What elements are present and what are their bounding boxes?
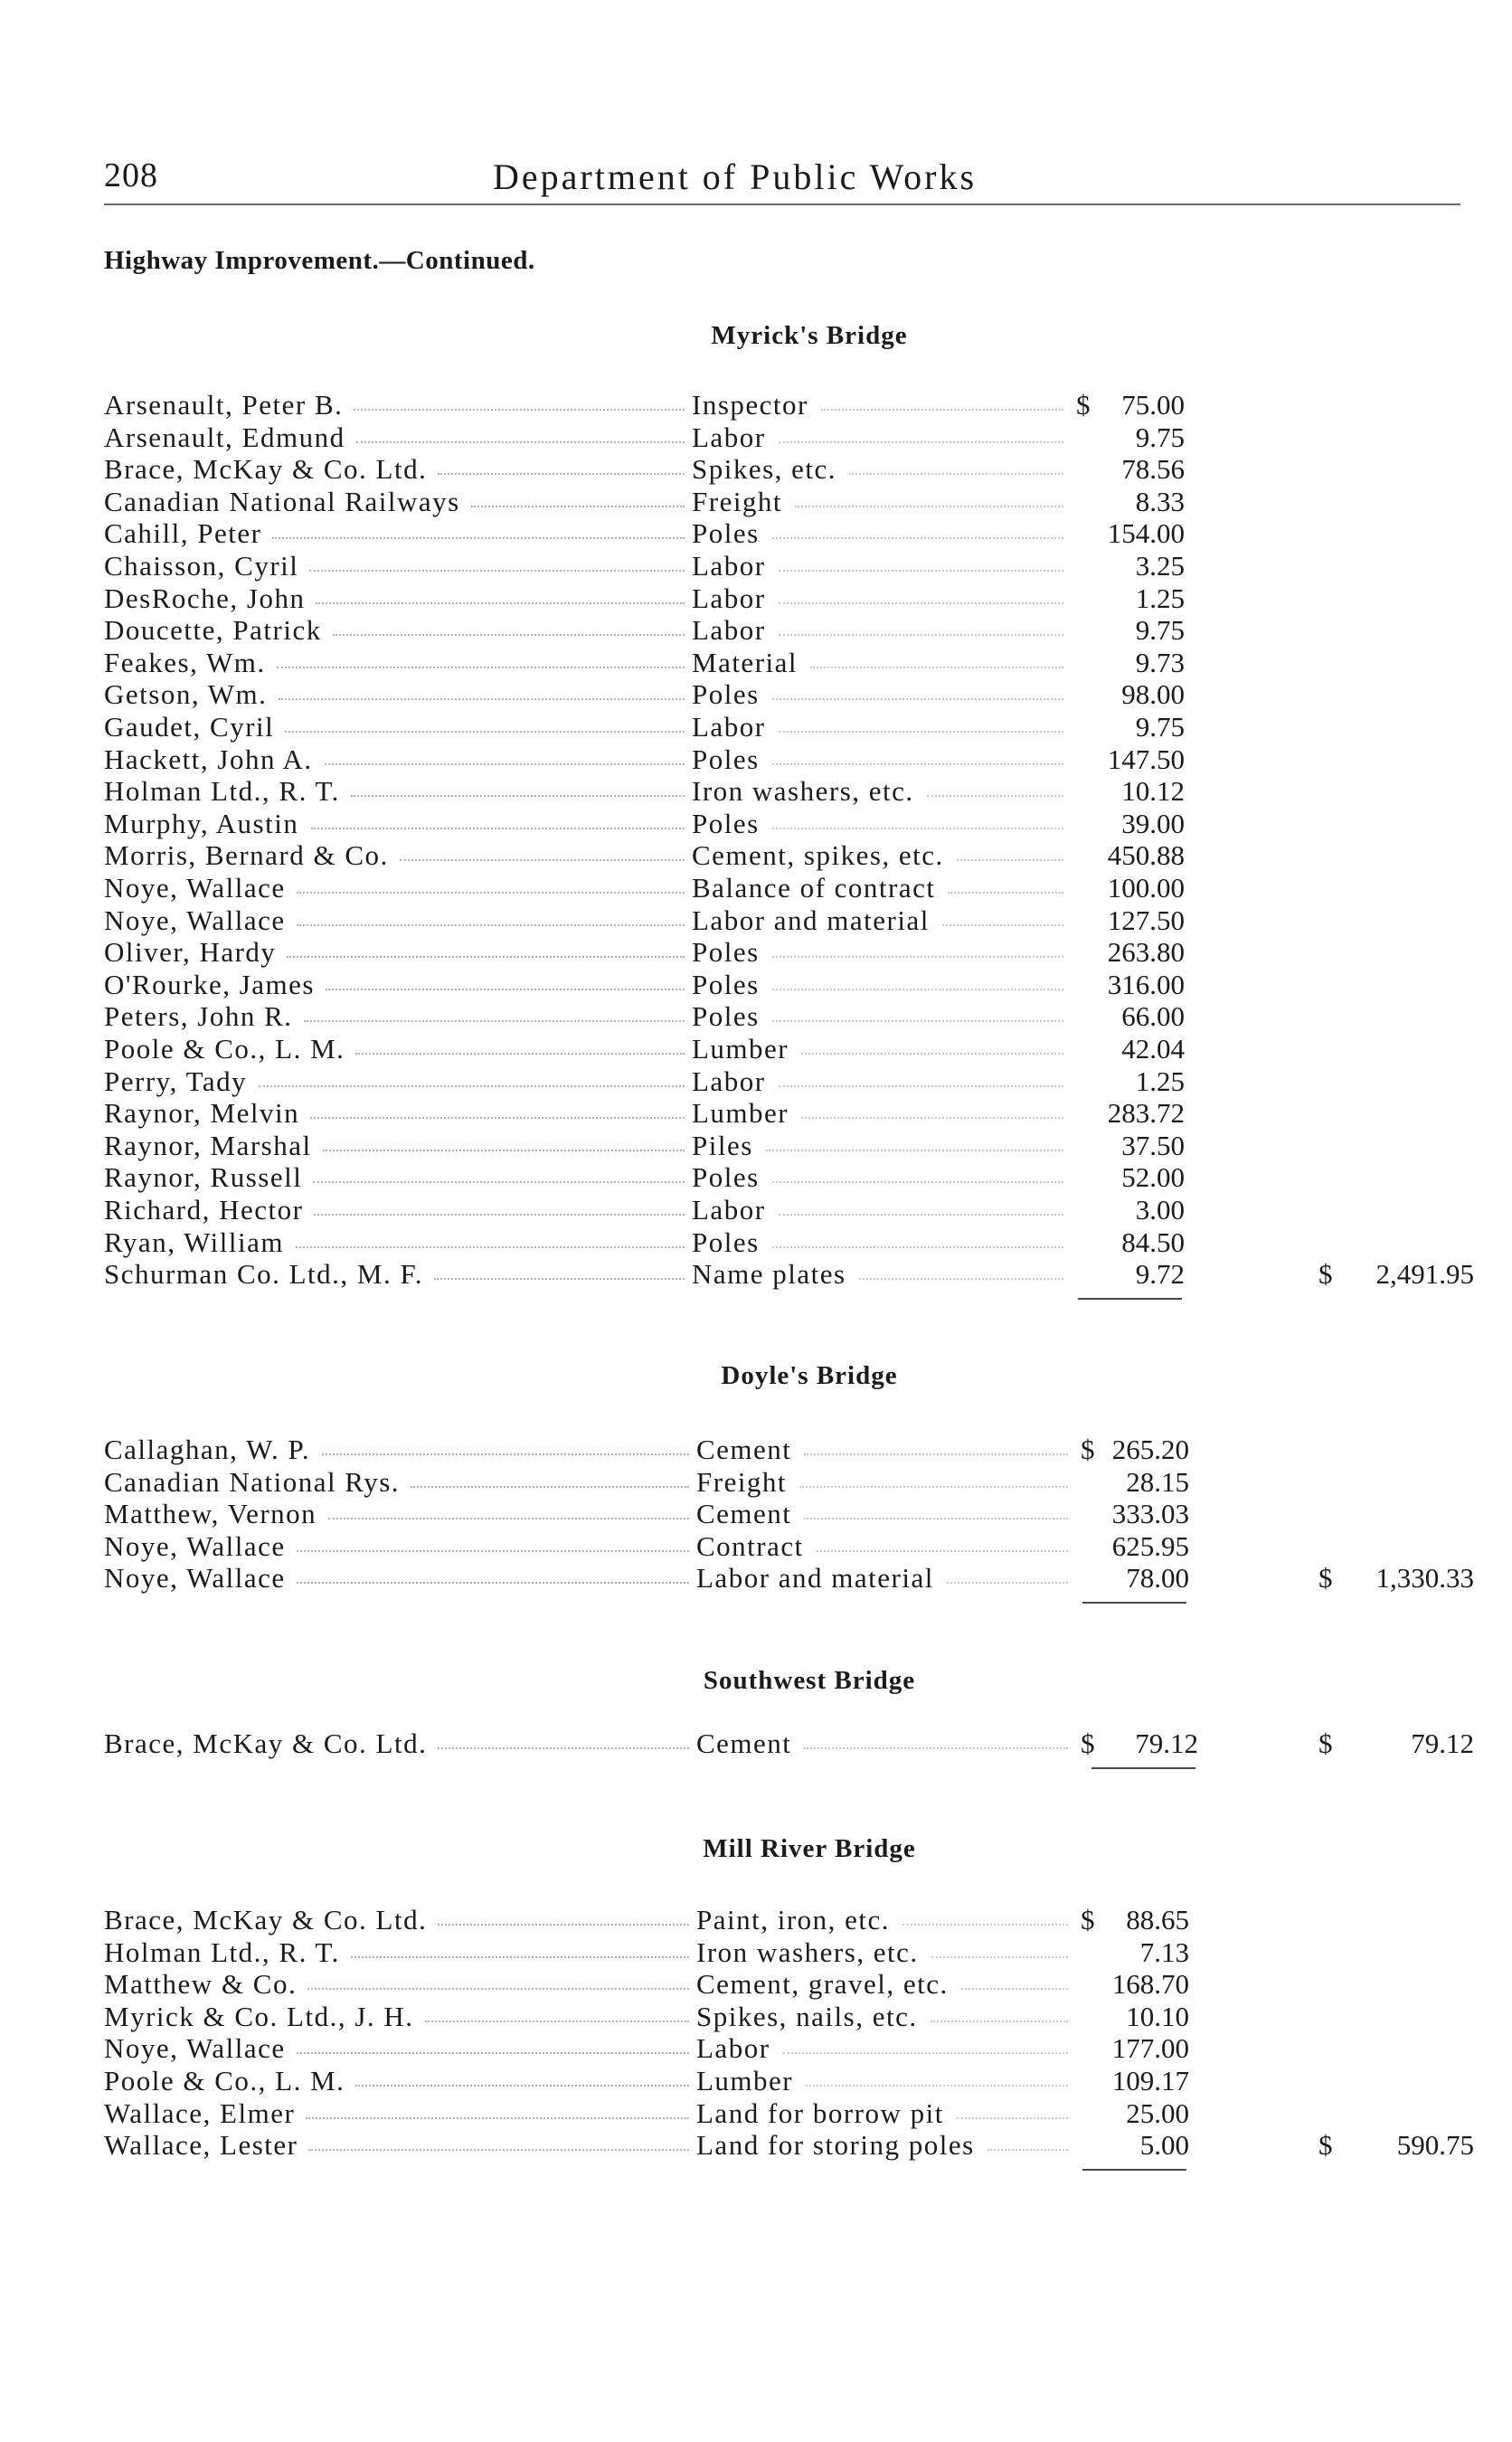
leader-dots (310, 1117, 685, 1119)
amount: 10.12 (1121, 775, 1185, 808)
payee-name: Peters, John R. (104, 1000, 293, 1033)
leader-dots (772, 1020, 1063, 1022)
leader-dots (772, 956, 1063, 958)
leader-dots (947, 1582, 1068, 1584)
ledger-row (104, 969, 1479, 1001)
ledger-row (104, 550, 1479, 582)
payee-name: Noye, Wallace (104, 2032, 286, 2065)
amount: 1.25 (1135, 1065, 1185, 1097)
section-total: 79.12 (1411, 1727, 1474, 1759)
amount: 28.15 (1126, 1465, 1189, 1498)
amount: 78.00 (1126, 1562, 1189, 1594)
total-dollar-sign: $ (1318, 2129, 1333, 2162)
payee-name: Richard, Hector (104, 1194, 304, 1226)
leader-dots (296, 1246, 685, 1248)
item-description: Poles (692, 743, 760, 775)
ledger-row (104, 1130, 1479, 1162)
leader-dots (316, 602, 685, 604)
payee-name: Feakes, Wm. (104, 646, 266, 678)
amount: 8.33 (1135, 485, 1185, 517)
ledger-row (104, 1258, 1479, 1291)
payee-name: Poole & Co., L. M. (104, 2065, 345, 2097)
amount: 127.50 (1107, 904, 1185, 936)
amount: 168.70 (1111, 1968, 1189, 2001)
item-description: Cement, spikes, etc. (692, 839, 944, 872)
payee-name: Chaisson, Cyril (104, 550, 299, 582)
item-description: Freight (692, 485, 783, 517)
ledger-row (104, 872, 1479, 904)
leader-dots (411, 1486, 689, 1488)
item-description: Labor (692, 614, 766, 647)
leader-dots (957, 2117, 1068, 2119)
ledger-row (104, 2097, 1479, 2130)
payee-name: Oliver, Hardy (104, 936, 277, 969)
section-total: 1,330.33 (1375, 1562, 1474, 1594)
payee-name: Noye, Wallace (104, 872, 286, 904)
item-description: Land for storing poles (696, 2129, 975, 2162)
payee-name: Wallace, Elmer (104, 2097, 296, 2129)
item-description: Inspector (692, 389, 808, 421)
leader-dots (772, 989, 1063, 990)
leader-dots (351, 1956, 689, 1958)
leader-dots (356, 441, 685, 443)
leader-dots (304, 1020, 685, 1022)
leader-dots (795, 506, 1063, 507)
leader-dots (425, 2021, 689, 2022)
dollar-sign: $ (1076, 389, 1091, 421)
leader-dots (277, 667, 685, 668)
ledger-row (104, 711, 1479, 743)
item-description: Poles (692, 1161, 760, 1194)
leader-dots (766, 1150, 1063, 1151)
leader-dots (355, 1053, 685, 1055)
ledger-row (104, 582, 1479, 615)
ledger-row (104, 2065, 1479, 2097)
payee-name: Callaghan, W. P. (104, 1434, 311, 1465)
leader-dots (297, 1550, 689, 1552)
ledger-row (104, 1727, 1479, 1760)
leader-dots (772, 828, 1063, 829)
leader-dots (859, 1278, 1063, 1280)
amount: 52.00 (1121, 1161, 1185, 1194)
leader-dots (313, 1181, 685, 1183)
payee-name: Doucette, Patrick (104, 614, 322, 647)
section-total: 590.75 (1396, 2129, 1474, 2162)
leader-dots (314, 1214, 685, 1216)
item-description: Poles (692, 968, 760, 1000)
leader-dots (333, 634, 685, 636)
leader-dots (325, 763, 685, 765)
leader-dots (821, 409, 1063, 411)
item-description: Labor (692, 1194, 766, 1226)
amount: 1.25 (1135, 582, 1185, 614)
amount: 9.75 (1135, 614, 1185, 647)
leader-dots (297, 2052, 689, 2054)
ledger-row (104, 1065, 1479, 1098)
leader-dots (272, 537, 685, 539)
ledger-row (104, 678, 1479, 711)
leader-dots (772, 698, 1063, 700)
sum-rule (1082, 1602, 1186, 1604)
sum-rule (1082, 2169, 1186, 2171)
leader-dots (307, 1988, 689, 1990)
item-description: Labor (692, 1065, 766, 1097)
page-number: 208 (104, 156, 158, 194)
leader-dots (779, 731, 1063, 733)
dollar-sign: $ (1081, 1727, 1095, 1759)
leader-dots (779, 602, 1063, 604)
ledger-row (104, 936, 1479, 969)
ledger-row (104, 1968, 1479, 2001)
leader-dots (471, 506, 685, 507)
amount: 37.50 (1121, 1129, 1185, 1161)
amount: 316.00 (1107, 968, 1185, 1000)
ledger-row (104, 421, 1479, 454)
leader-dots (311, 828, 685, 829)
item-description: Labor (696, 2032, 770, 2065)
item-description: Poles (692, 807, 760, 839)
payee-name: Myrick & Co. Ltd., J. H. (104, 2000, 414, 2032)
item-description: Poles (692, 517, 760, 550)
payee-name: Matthew & Co. (104, 1968, 298, 2001)
leader-dots (309, 570, 685, 572)
leader-dots (287, 956, 685, 958)
item-description: Labor (692, 711, 766, 743)
leader-dots (988, 2149, 1068, 2151)
ledger-row (104, 1562, 1479, 1595)
leader-dots (772, 1181, 1063, 1183)
payee-name: Getson, Wm. (104, 678, 268, 711)
item-description: Labor (692, 550, 766, 582)
leader-dots (326, 989, 685, 990)
leader-dots (779, 1214, 1063, 1216)
item-description: Poles (692, 936, 760, 969)
amount: 625.95 (1111, 1529, 1189, 1562)
item-description: Labor and material (692, 904, 930, 936)
amount: 88.65 (1126, 1904, 1189, 1936)
amount: 5.00 (1139, 2129, 1189, 2162)
amount: 3.25 (1135, 550, 1185, 582)
ledger-row (104, 1530, 1479, 1563)
leader-dots (355, 2085, 689, 2087)
item-description: Contract (696, 1529, 804, 1562)
payee-name: Brace, McKay & Co. Ltd. (104, 1727, 428, 1759)
total-dollar-sign: $ (1318, 1727, 1333, 1759)
item-description: Name plates (692, 1258, 846, 1291)
payee-name: Ryan, William (104, 1226, 284, 1258)
payee-name: Brace, McKay & Co. Ltd. (104, 453, 428, 486)
payee-name: O'Rourke, James (104, 968, 315, 1000)
payee-name: Perry, Tady (104, 1065, 248, 1097)
leader-dots (801, 1053, 1063, 1055)
amount: 265.20 (1111, 1434, 1189, 1465)
ledger-row (104, 1097, 1479, 1130)
leader-dots (779, 1085, 1063, 1087)
amount: 450.88 (1107, 839, 1185, 872)
item-description: Cement (696, 1498, 792, 1529)
payee-name: Brace, McKay & Co. Ltd. (104, 1904, 428, 1936)
leader-dots (308, 2149, 689, 2151)
payee-name: Hackett, John A. (104, 743, 313, 775)
leader-dots (328, 1518, 689, 1519)
item-description: Lumber (696, 2065, 794, 2097)
amount: 39.00 (1121, 807, 1185, 839)
item-description: Poles (692, 1226, 760, 1258)
ledger-row (104, 743, 1479, 776)
ledger-row (104, 808, 1479, 840)
ledger-row (104, 1226, 1479, 1259)
leader-dots (779, 634, 1063, 636)
payee-name: Holman Ltd., R. T. (104, 775, 340, 808)
amount: 9.75 (1135, 711, 1185, 743)
ledger-row (104, 614, 1479, 647)
leader-dots (322, 1453, 689, 1455)
leader-dots (817, 1550, 1068, 1552)
ledger-row (104, 904, 1479, 937)
ledger-row (104, 839, 1479, 872)
ledger-row (104, 1466, 1479, 1499)
section-total: 2,491.95 (1375, 1258, 1474, 1291)
ledger-row (104, 453, 1479, 486)
leader-dots (804, 1453, 1068, 1455)
item-description: Iron washers, etc. (692, 775, 914, 808)
amount: 78.56 (1121, 453, 1185, 486)
payee-name: Wallace, Lester (104, 2129, 298, 2162)
amount: 75.00 (1121, 389, 1185, 421)
amount: 177.00 (1111, 2032, 1189, 2065)
leader-dots (804, 1747, 1068, 1749)
amount: 9.73 (1135, 646, 1185, 678)
item-description: Cement, gravel, etc. (696, 1968, 949, 2001)
ledger-row (104, 775, 1479, 808)
leader-dots (297, 1582, 689, 1584)
payee-name: Schurman Co. Ltd., M. F. (104, 1258, 423, 1291)
item-description: Poles (692, 1000, 760, 1033)
amount: 333.03 (1111, 1498, 1189, 1529)
payee-name: Arsenault, Edmund (104, 421, 345, 453)
leader-dots (351, 795, 685, 797)
payee-name: Murphy, Austin (104, 807, 299, 839)
leader-dots (942, 924, 1063, 926)
payee-name: Poole & Co., L. M. (104, 1033, 345, 1065)
item-description: Piles (692, 1129, 753, 1161)
item-description: Spikes, etc. (692, 453, 837, 486)
item-description: Labor and material (696, 1562, 934, 1594)
leader-dots (772, 763, 1063, 765)
leader-dots (259, 1085, 685, 1087)
amount: 42.04 (1121, 1033, 1185, 1065)
ledger-row (104, 1498, 1479, 1530)
leader-dots (285, 731, 685, 733)
leader-dots (297, 892, 685, 894)
item-description: Material (692, 646, 799, 678)
item-description: Cement (696, 1727, 792, 1759)
leader-dots (434, 1278, 685, 1280)
payee-name: Canadian National Railways (104, 485, 460, 517)
total-dollar-sign: $ (1318, 1562, 1333, 1594)
continued-heading: Highway Improvement.—Continued. (104, 246, 535, 275)
leader-dots (400, 859, 685, 861)
ledger-row (104, 1000, 1479, 1033)
ledger-row (104, 647, 1479, 679)
payee-name: Cahill, Peter (104, 517, 262, 550)
leader-dots (279, 698, 685, 700)
payee-name: Holman Ltd., R. T. (104, 1936, 340, 1968)
leader-dots (948, 892, 1063, 894)
ledger-row (104, 2032, 1479, 2065)
item-description: Cement (696, 1434, 792, 1465)
ledger-row (104, 2001, 1479, 2033)
section-title: Myrick's Bridge (711, 321, 908, 350)
leader-dots (306, 2117, 689, 2119)
item-description: Land for borrow pit (696, 2097, 944, 2129)
item-description: Iron washers, etc. (696, 1936, 919, 1968)
leader-dots (799, 1486, 1068, 1488)
leader-dots (931, 1956, 1068, 1958)
sum-rule (1091, 1767, 1195, 1769)
item-description: Balance of contract (692, 872, 936, 904)
leader-dots (354, 409, 685, 411)
payee-name: Arsenault, Peter B. (104, 389, 344, 421)
amount: 109.17 (1111, 2065, 1189, 2097)
ledger-row (104, 2129, 1479, 2162)
amount: 154.00 (1107, 517, 1185, 550)
dollar-sign: $ (1081, 1904, 1095, 1936)
item-description: Lumber (692, 1033, 789, 1065)
leader-dots (779, 570, 1063, 572)
section-title: Doyle's Bridge (721, 1361, 898, 1390)
leader-dots (297, 924, 685, 926)
payee-name: Morris, Bernard & Co. (104, 839, 389, 872)
ledger-row (104, 389, 1479, 421)
payee-name: Gaudet, Cyril (104, 711, 275, 743)
leader-dots (902, 1924, 1068, 1926)
leader-dots (772, 1246, 1063, 1248)
item-description: Freight (696, 1465, 788, 1498)
payee-name: Canadian National Rys. (104, 1465, 401, 1498)
leader-dots (806, 2085, 1068, 2087)
amount: 9.75 (1135, 421, 1185, 453)
amount: 9.72 (1135, 1258, 1185, 1291)
amount: 7.13 (1139, 1936, 1189, 1968)
ledger-row (104, 1434, 1479, 1466)
leader-dots (961, 1988, 1068, 1990)
leader-dots (931, 2021, 1068, 2022)
ledger-row (104, 1194, 1479, 1226)
payee-name: Matthew, Vernon (104, 1498, 317, 1529)
amount: 66.00 (1121, 1000, 1185, 1033)
amount: 10.10 (1126, 2000, 1189, 2032)
amount: 147.50 (1107, 743, 1185, 775)
payee-name: Raynor, Melvin (104, 1097, 300, 1130)
item-description: Labor (692, 582, 766, 614)
ledger-row (104, 1904, 1479, 1936)
leader-dots (927, 795, 1063, 797)
item-description: Poles (692, 678, 760, 711)
item-description: Paint, iron, etc. (696, 1904, 891, 1936)
leader-dots (438, 473, 685, 475)
dollar-sign: $ (1081, 1434, 1095, 1465)
amount: 100.00 (1107, 872, 1185, 904)
leader-dots (849, 473, 1063, 475)
leader-dots (810, 667, 1063, 668)
leader-dots (772, 537, 1063, 539)
item-description: Labor (692, 421, 766, 453)
leader-dots (438, 1747, 689, 1749)
payee-name: Noye, Wallace (104, 904, 286, 936)
ledger-row (104, 517, 1479, 550)
amount: 25.00 (1126, 2097, 1189, 2129)
amount: 3.00 (1135, 1194, 1185, 1226)
leader-dots (438, 1924, 689, 1926)
leader-dots (783, 2052, 1068, 2054)
amount: 263.80 (1107, 936, 1185, 969)
page-header (104, 156, 1460, 210)
leader-dots (779, 441, 1063, 443)
ledger-row (104, 1033, 1479, 1065)
item-description: Lumber (692, 1097, 789, 1130)
payee-name: Noye, Wallace (104, 1529, 286, 1562)
leader-dots (804, 1518, 1068, 1519)
leader-dots (323, 1150, 685, 1151)
ledger-row (104, 486, 1479, 518)
sum-rule (1078, 1298, 1182, 1300)
header-rule (104, 204, 1460, 205)
section-title: Southwest Bridge (703, 1666, 916, 1695)
leader-dots (801, 1117, 1063, 1119)
section-title: Mill River Bridge (703, 1834, 916, 1863)
payee-name: DesRoche, John (104, 582, 306, 614)
payee-name: Raynor, Russell (104, 1161, 303, 1194)
payee-name: Raynor, Marshal (104, 1129, 312, 1161)
amount: 283.72 (1107, 1097, 1185, 1130)
amount: 84.50 (1121, 1226, 1185, 1258)
amount: 79.12 (1135, 1727, 1198, 1759)
page-title: Department of Public Works (493, 156, 978, 197)
ledger-row (104, 1161, 1479, 1194)
total-dollar-sign: $ (1318, 1258, 1333, 1291)
payee-name: Noye, Wallace (104, 1562, 286, 1594)
amount: 98.00 (1121, 678, 1185, 711)
leader-dots (957, 859, 1063, 861)
item-description: Spikes, nails, etc. (696, 2000, 918, 2032)
ledger-row (104, 1936, 1479, 1969)
